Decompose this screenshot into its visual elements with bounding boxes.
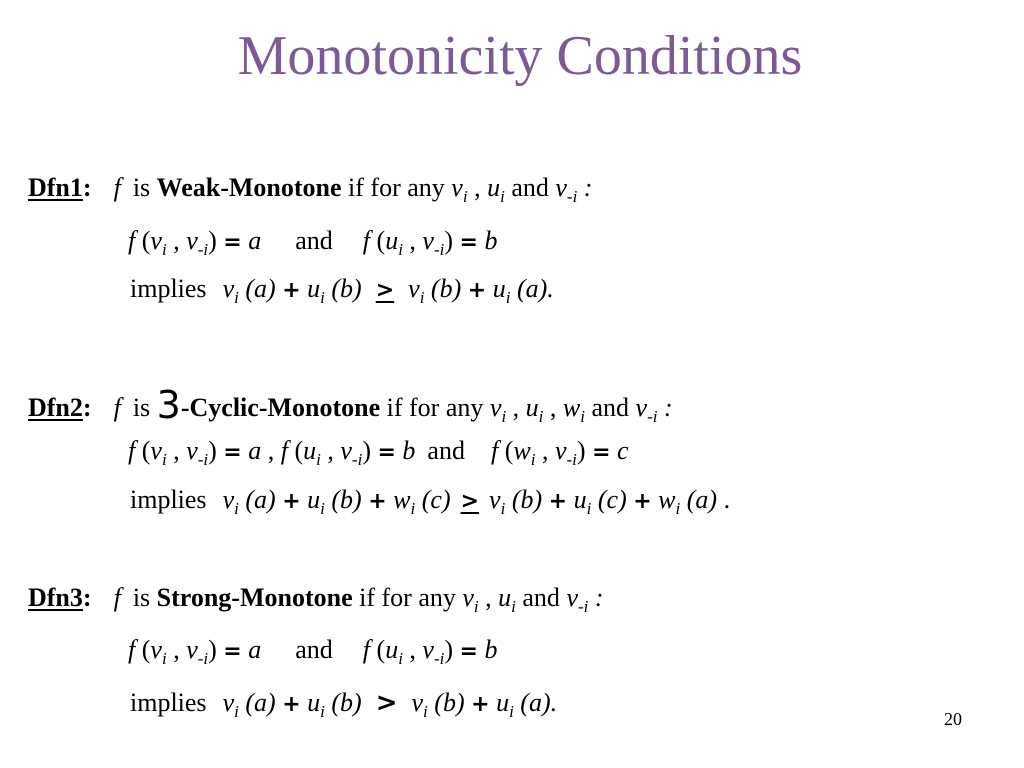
dfn2-label: Dfn2: [28,393,92,422]
page-number: 20 [944,709,962,729]
dfn2-premise: f ($v_i$ , $v_{-i}) = a$ , f ($u_i$ , $v_{-i}) = b$ and f ($w_i$ , $v_{-i}) = c$ [128,436,629,469]
dfn2-conclusion: implies $v_i$ $(a) + u_i$ $(b) + w_i$ $(c) > v_i$ $(b) + u_i$ $(c) + w_i$ (a) . [130,485,731,518]
geq-symbol: > [460,489,480,514]
dfn2-statement: Dfn2: f is 3-Cyclic-Monotone if for any $v_i$ , $u_i$ , $w_i$ and $v_{-i}$ : [28,383,673,427]
dfn3-name: Strong-Monotone [156,583,353,612]
dfn2-name: Cyclic-Monotone [189,393,381,422]
slide-title: Monotonicity Conditions [237,25,803,87]
dfn3-statement: Dfn3: f is Strong-Monotone if for any $v_i$ , $u_i$ and $v_{-i}$ : [28,583,604,616]
dfn3-label: Dfn3: [28,583,92,612]
dfn3-conclusion: implies $v_i$ $(a) + u_i$ $(b) > v_i$ $(b) + u_i$ (a). [130,688,558,721]
geq-symbol: > [375,278,395,303]
dfn1-name: Weak-Monotone [156,173,342,202]
dfn1-premise: f ($v_i$ , $v_{-i}) = a$ and f ($u_i$ , $v_{-i}) = b$ [128,226,498,259]
dfn3-premise: f ($v_i$ , $v_{-i}) = a$ and f ($u_i$ , $v_{-i}) = b$ [128,635,498,668]
dfn1-conclusion: implies $v_i$ $(a) + u_i$ $(b) > v_i$ $(b) + u_i$ (a). [130,274,554,307]
gt-symbol: > [375,688,398,718]
dfn1-label: Dfn1: [28,173,92,202]
dfn1-statement: Dfn1: f is Weak-Monotone if for any $v_i$ , $u_i$ and $v_{-i}$ : [28,173,593,206]
